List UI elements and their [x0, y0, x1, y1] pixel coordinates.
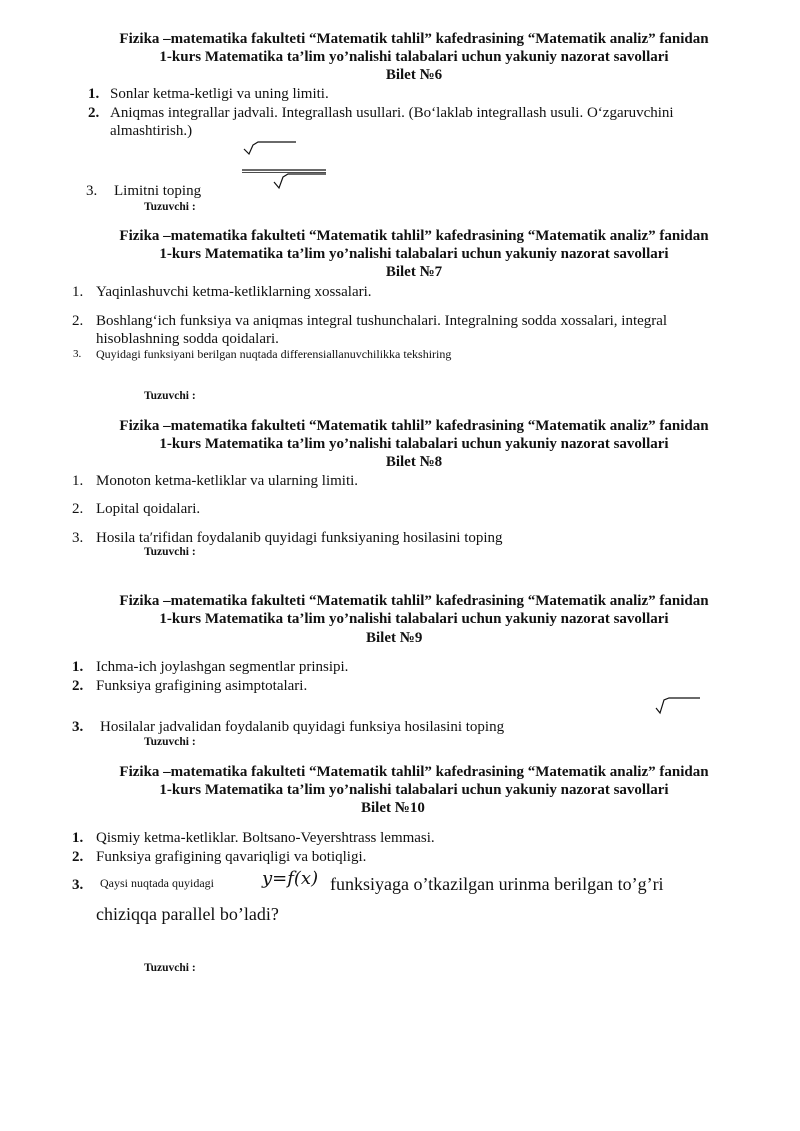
- ticket-7-signer-label: Tuzuvchi :: [144, 390, 196, 402]
- ticket-8-header-line2: 1-kurs Matematika ta’lim yo’nalishi talabalari uchun yakuniy nazorat savollari: [159, 436, 669, 452]
- ticket-10-signer-label: Tuzuvchi :: [144, 962, 196, 974]
- ticket-9-signer-label: Tuzuvchi :: [144, 736, 196, 748]
- ticket-7-q1-text: Yaqinlashuvchi ketma-ketliklarning xossalari.: [96, 284, 372, 300]
- ticket-6-q3-number: 3.: [86, 183, 98, 199]
- ticket-6-q1-number: 1.: [88, 86, 100, 102]
- ticket-6-q3-text: Limitni toping: [114, 183, 202, 199]
- ticket-8-q1-text: Monoton ketma-ketliklar va ularning limiti.: [96, 473, 359, 489]
- ticket-7-title: Bilet №7: [385, 264, 443, 280]
- ticket-7-header-line1: Fizika –matematika fakulteti “Matematik tahlil” kafedrasining “Matematik analiz” fanidan: [119, 228, 709, 244]
- ticket-6-header-line1: Fizika –matematika fakulteti “Matematik tahlil” kafedrasining “Matematik analiz” fanidan: [119, 31, 709, 47]
- ticket-10-q3-formula: y=f(x): [262, 868, 319, 889]
- ticket-7-q3-text: Quyidagi funksiyani berilgan nuqtada differensiallanuvchilikka tekshiring: [96, 347, 452, 361]
- ticket-8-q3-number: 3.: [72, 530, 84, 546]
- ticket-10-q3-number: 3.: [72, 877, 84, 893]
- ticket-8-q2-number: 2.: [72, 501, 84, 517]
- ticket-6-header-line2: 1-kurs Matematika ta’lim yo’nalishi talabalari uchun yakuniy nazorat savollari: [159, 49, 669, 65]
- ticket-8-q3-text: Hosila taʹrifidan foydalanib quyidagi funksiyaning hosilasini toping: [96, 530, 503, 546]
- ticket-10-q2-number: 2.: [72, 849, 84, 865]
- ticket-9-q3-text: Hosilalar jadvalidan foydalanib quyidagi funksiya hosilasini toping: [100, 719, 505, 735]
- ticket-6-q2-number: 2.: [88, 105, 100, 121]
- ticket-9-q2-text: Funksiya grafigining asimptotalari.: [96, 678, 308, 694]
- ticket-7-header-line2: 1-kurs Matematika ta’lim yo’nalishi talabalari uchun yakuniy nazorat savollari: [159, 246, 669, 262]
- ticket-7-q2-text-line2: hisoblashning sodda qoidalari.: [96, 331, 279, 347]
- ticket-9-q2-number: 2.: [72, 678, 84, 694]
- ticket-10-q1-number: 1.: [72, 830, 84, 846]
- ticket-8-header-line1: Fizika –matematika fakulteti “Matematik tahlil” kafedrasining “Matematik analiz” fanidan: [119, 418, 709, 434]
- ticket-10-header-line1: Fizika –matematika fakulteti “Matematik tahlil” kafedrasining “Matematik analiz” fanidan: [119, 764, 709, 780]
- ticket-10-q3-text-line2: chiziqqa parallel bo’ladi?: [96, 904, 279, 924]
- ticket-8-title: Bilet №8: [385, 454, 443, 470]
- ticket-7-q2-number: 2.: [72, 313, 84, 329]
- ticket-10-q3-text-suffix: funksiyaga o’tkazilgan urinma berilgan to’g’ri: [330, 874, 664, 894]
- ticket-6-q1-text: Sonlar ketma-ketligi va uning limiti.: [110, 86, 329, 102]
- sqrt-formula-image: [654, 697, 704, 719]
- ticket-10-header-line2: 1-kurs Matematika ta’lim yo’nalishi talabalari uchun yakuniy nazorat savollari: [159, 782, 669, 798]
- limit-formula-image: [240, 140, 335, 196]
- ticket-10-q1-text: Qismiy ketma-ketliklar. Boltsano-Veyershtrass lemmasi.: [96, 830, 435, 846]
- ticket-9-header-line2: 1-kurs Matematika ta’lim yo’nalishi talabalari uchun yakuniy nazorat savollari: [159, 611, 669, 627]
- ticket-10-q3-text-prefix: Qaysi nuqtada quyidagi: [100, 876, 214, 890]
- ticket-7-q2-text-line1: Boshlang‘ich funksiya va aniqmas integral tushunchalari. Integralning sodda xossalari, integral: [96, 313, 668, 329]
- ticket-7-q1-number: 1.: [72, 284, 84, 300]
- ticket-9-q1-number: 1.: [72, 659, 84, 675]
- ticket-9-q3-number: 3.: [72, 719, 84, 735]
- ticket-8-q2-text: Lopital qoidalari.: [96, 501, 201, 517]
- ticket-6-q2-text-line2: almashtirish.): [110, 123, 193, 139]
- ticket-10-title: Bilet №10: [361, 800, 425, 816]
- ticket-10-q2-text: Funksiya grafigining qavariqligi va botiqligi.: [96, 849, 367, 865]
- ticket-8-q1-number: 1.: [72, 473, 84, 489]
- ticket-9-header-line1: Fizika –matematika fakulteti “Matematik tahlil” kafedrasining “Matematik analiz” fanidan: [119, 593, 709, 609]
- ticket-7-q3-number: 3.: [73, 348, 82, 360]
- ticket-6-signer-label: Tuzuvchi :: [144, 201, 196, 213]
- ticket-8-signer-label: Tuzuvchi :: [144, 546, 196, 558]
- ticket-9-title: Bilet №9: [366, 630, 423, 646]
- ticket-9-q1-text: Ichma-ich joylashgan segmentlar prinsipi.: [96, 659, 349, 675]
- ticket-6-title: Bilet №6: [385, 67, 443, 83]
- ticket-6-q2-text-line1: Aniqmas integrallar jadvali. Integrallash usullari. (Bo‘laklab integrallash usuli. O‘zgaruvchini: [110, 105, 674, 121]
